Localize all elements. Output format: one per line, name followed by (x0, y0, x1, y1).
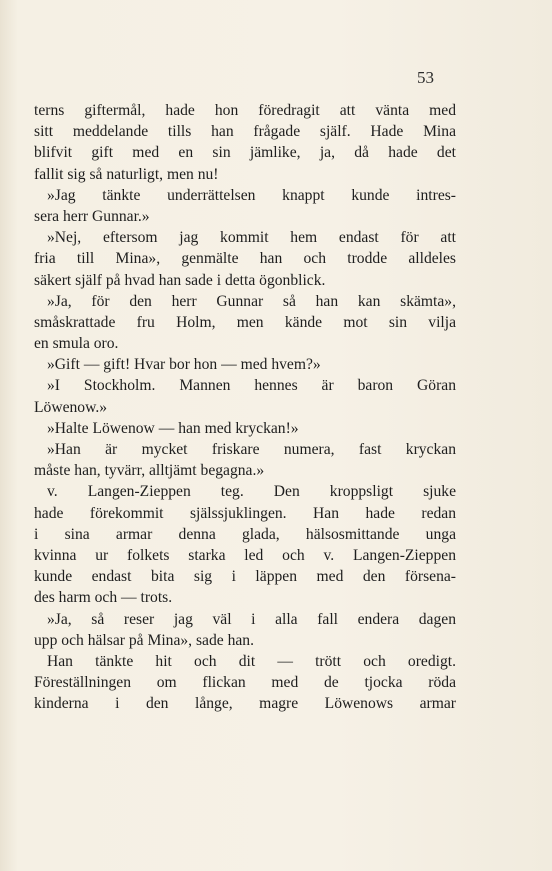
text-line: Löwenow.» (34, 398, 108, 416)
text-line: Han tänkte hit och dit — trött och oredigt. (47, 652, 456, 670)
text-line: »Ja, för den herr Gunnar så han kan skämta», (47, 292, 456, 310)
body-text (34, 100, 456, 714)
text-line: des harm och — trots. (34, 589, 173, 607)
text-line: terns giftermål, hade hon föredragit att vänta med (34, 102, 456, 119)
text-line: fria till Mina», genmälte han och trodde alldeles (34, 250, 456, 268)
text-line: »Nej, eftersom jag kommit hem endast för att (47, 229, 456, 247)
text-line: säkert själf på hvad han sade i detta ögonblick. (34, 271, 326, 289)
text-line: »I Stockholm. Mannen hennes är baron Göran (47, 377, 456, 395)
text-line: måste han, tyvärr, alltjämt begagna.» (34, 462, 265, 480)
text-line: fallit sig så naturligt, men nu! (34, 165, 219, 183)
text-line: upp och hälsar på Mina», sade han. (34, 631, 254, 649)
text-line: »Jag tänkte underrättelsen knappt kunde intres- (47, 186, 456, 204)
text-line: i sina armar denna glada, hälsosmittande unga (34, 525, 456, 543)
text-line: blifvit gift med en sin jämlike, ja, då hade det (34, 144, 456, 162)
page-number: 53 (417, 68, 434, 87)
text-line: kinderna i den långe, magre Löwenows armar (34, 695, 456, 713)
text-line: kunde endast bita sig i läppen med den försena- (34, 568, 456, 586)
text-line: »Ja, så reser jag väl i alla fall endera dagen (47, 610, 456, 628)
text-line: »Halte Löwenow — han med kryckan!» (47, 419, 299, 437)
text-line: v. Langen-Zieppen teg. Den kroppsligt sjuke (47, 483, 456, 501)
text-line: sitt meddelande tills han frågade själf. Hade Mina (34, 123, 456, 141)
text-line: en smula oro. (34, 335, 119, 353)
text-line: »Han är mycket friskare numera, fast kryckan (47, 441, 456, 458)
text-line: Föreställningen om flickan med de tjocka röda (34, 674, 456, 692)
text-line: »Gift — gift! Hvar bor hon — med hvem?» (47, 356, 321, 374)
text-line: hade förekommit själssjuklingen. Han hade redan (34, 504, 456, 522)
text-line: sera herr Gunnar.» (34, 207, 150, 225)
text-line: småskrattade fru Holm, men kände mot sin vilja (34, 313, 456, 331)
text-line: kvinna ur folkets starka led och v. Langen-Zieppen (34, 546, 456, 564)
